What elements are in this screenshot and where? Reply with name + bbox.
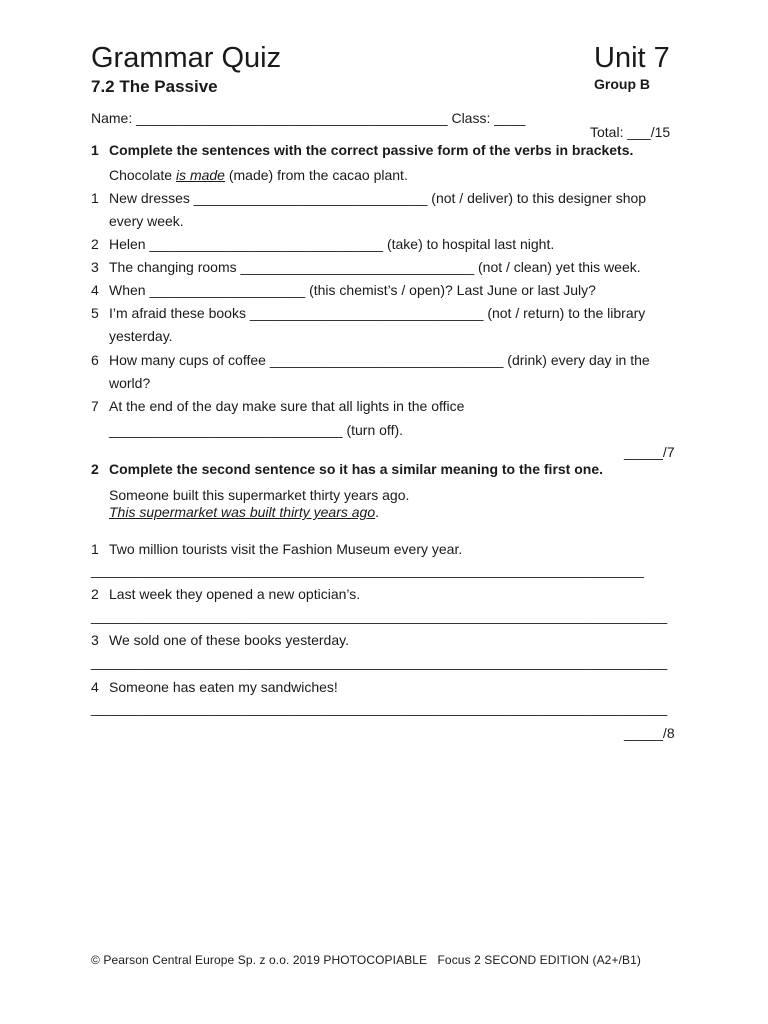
copyright-footer: © Pearson Central Europe Sp. z o.o. 2019 PHOTOCOPIABLE Focus 2 SECOND EDITION (A2+/B1): [91, 953, 641, 967]
s1-item-number: 5: [91, 305, 99, 321]
s2-item-number: 3: [91, 632, 99, 648]
name-class-line[interactable]: Name: ________________________________________ Class: ____: [91, 110, 526, 126]
section1-example: [109, 167, 408, 183]
s2-answer-line[interactable]: _______________________________________________________________________: [91, 562, 644, 578]
s1-item-text[interactable]: I’m afraid these books ______________________________ (not / return) to the library: [109, 305, 646, 321]
section2-instruction: Complete the second sentence so it has a similar meaning to the first one.: [109, 461, 604, 477]
s2-answer-line[interactable]: __________________________________________________________________________: [91, 700, 668, 716]
group-label: Group B: [594, 76, 650, 92]
s1-item-text-cont: every week.: [109, 213, 184, 229]
s1-item-text-cont: yesterday.: [109, 328, 173, 344]
example-post: (made) from the cacao plant.: [224, 167, 408, 183]
section1-instruction: Complete the sentences with the correct passive form of the verbs in brackets.: [109, 142, 634, 158]
s1-item-number: 7: [91, 398, 99, 414]
section2-example-answer: [109, 504, 379, 520]
section2-score: _____/8: [624, 725, 675, 741]
example-pre: Chocolate: [109, 167, 176, 183]
s2-answer-line[interactable]: __________________________________________________________________________: [91, 654, 668, 670]
s1-item-number: 2: [91, 236, 99, 252]
s2-item-text: We sold one of these books yesterday.: [109, 632, 349, 648]
section2-number: 2: [91, 461, 99, 477]
unit-label: Unit 7: [594, 42, 670, 74]
section1-number: 1: [91, 142, 99, 158]
s1-item-text-cont[interactable]: ______________________________ (turn off).: [109, 422, 404, 438]
s2-item-text: Someone has eaten my sandwiches!: [109, 679, 338, 695]
s2-item-number: 2: [91, 586, 99, 602]
s1-item-text[interactable]: How many cups of coffee ______________________________ (drink) every day in the: [109, 352, 650, 368]
quiz-title: Grammar Quiz: [91, 42, 282, 74]
section1-score: _____/7: [624, 444, 675, 460]
s2-answer-line[interactable]: __________________________________________________________________________: [91, 608, 668, 624]
s1-item-text[interactable]: When ____________________ (this chemist’s / open)? Last June or last July?: [109, 282, 596, 298]
s1-item-number: 4: [91, 282, 99, 298]
s1-item-text-cont: world?: [109, 375, 151, 391]
quiz-subtitle: 7.2 The Passive: [91, 77, 218, 96]
s2-item-number: 1: [91, 541, 99, 557]
s1-item-number: 1: [91, 190, 99, 206]
s2-item-text: Last week they opened a new optician’s.: [109, 586, 361, 602]
s1-item-number: 6: [91, 352, 99, 368]
total-score: Total: ___/15: [590, 124, 671, 140]
s1-item-text[interactable]: The changing rooms ______________________________ (not / clean) yet this week.: [109, 259, 641, 275]
s2-item-number: 4: [91, 679, 99, 695]
s1-item-text: At the end of the day make sure that all lights in the office: [109, 398, 465, 414]
section2-example-original: Someone built this supermarket thirty years ago.: [109, 487, 410, 503]
example-answer-text: This supermarket was built thirty years ago: [109, 504, 376, 520]
example-answer: is made: [175, 167, 225, 183]
s1-item-number: 3: [91, 259, 99, 275]
s1-item-text[interactable]: New dresses ______________________________ (not / deliver) to this designer shop: [109, 190, 647, 206]
s1-item-text[interactable]: Helen ______________________________ (take) to hospital last night.: [109, 236, 555, 252]
s2-item-text: Two million tourists visit the Fashion Museum every year.: [109, 541, 463, 557]
example-answer-period: .: [375, 504, 379, 520]
